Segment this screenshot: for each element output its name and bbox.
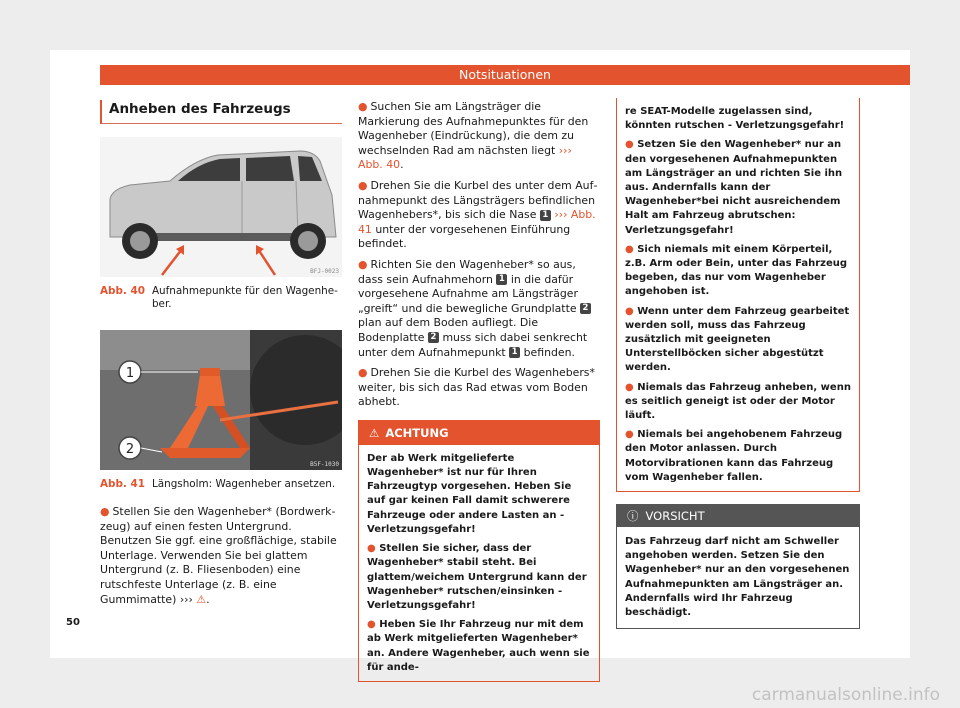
- warning-item: ● Sich niemals mit einem Körperteil, z.B. Arm oder Bein, unter das Fahrzeug begeben, das nur vom Wagenheber angehoben ist.: [625, 243, 848, 298]
- caution-box: [616, 504, 860, 629]
- marker-2: 2: [125, 442, 135, 457]
- warning-intro: re SEAT-Modelle zugelassen sind, könnten rutschen - Verletzungsgefahr!: [625, 106, 845, 132]
- caution-body: Das Fahrzeug darf nicht am Schweller angehoben werden. Setzen Sie den Wagenheber* nur an den vorgesehenen Aufnahmepunkten am Längsträger an. Andernfalls wird Ihr Fahrzeug beschädigt.: [625, 536, 850, 619]
- caution-title: VORSICHT: [645, 509, 705, 524]
- bullet-icon: ●: [100, 505, 110, 518]
- info-circle-icon: ⓘ: [627, 509, 639, 524]
- page-title: Anheben des Fahrzeugs: [100, 100, 342, 124]
- bullet-icon: ●: [625, 139, 638, 151]
- warning-item: ● Heben Sie Ihr Fahrzeug nur mit dem ab Werk mitgelieferten Wagenheber* an. Andere Wagenheber, auch wenn sie für ande-: [367, 619, 590, 673]
- instruction-bullet: ● Drehen Sie die Kurbel des Wagenhebers* weiter, bis sich das Rad etwas vom Boden abhebt.: [358, 366, 595, 409]
- watermark: carmanualsonline.info: [751, 685, 940, 705]
- warning-header: [359, 421, 599, 445]
- bullet-icon: ●: [358, 257, 368, 271]
- figure-caption-text: Längsholm: Wagenheber ansetzen.: [151, 478, 336, 490]
- warning-item: ● Setzen Sie den Wagenheber* nur an den vorgesehenen Aufnahmepunkten am Längsträger an und richten Sie ihn aus. Andernfalls kann der Wagenheber*bei nicht ausreichendem Halt am Fahrzeug abrutschen: Verletzungsgefahr!: [625, 139, 843, 236]
- warning-item: ● Niemals das Fahrzeug anheben, wenn es seitlich geneigt ist oder der Motor läuft.: [625, 381, 851, 422]
- warning-intro: Der ab Werk mitgelieferte Wagenheber* ist nur für Ihren Fahrzeugtyp vorgesehen. Heben Sie auf gar keinen Fall damit schwerere Fahrzeuge oder andere Lasten an - Verletzungsgefahr!: [367, 452, 572, 535]
- callout-number: 2: [428, 332, 439, 343]
- figure-41: [100, 330, 342, 491]
- figure-reference[interactable]: ››› Abb. 41: [358, 208, 596, 236]
- manual-page: [50, 50, 910, 673]
- bullet-icon: ●: [625, 429, 638, 441]
- warning-body: [359, 445, 599, 681]
- warning-item: ● Wenn unter dem Fahrzeug gearbeitet werden soll, muss das Fahrzeug zusätzlich mit geeigneten Unterstellböcken sicher abgestützt werden.: [625, 305, 850, 374]
- bullet-icon: ●: [625, 305, 638, 317]
- figure-label: Abb. 41: [100, 478, 145, 490]
- figure-40: [100, 137, 342, 311]
- warning-triangle-icon: ⚠: [196, 592, 207, 606]
- figure-caption: [100, 478, 342, 491]
- bullet-icon: ●: [358, 178, 368, 192]
- bullet-icon: ●: [358, 100, 368, 113]
- column-right: [616, 98, 860, 629]
- instruction-bullet: ● Drehen Sie die Kurbel des unter dem Aufnahmepunkt des Längsträgers befindlichen Wagenhebers*, bis sich die Nase 1 ››› Abb. 41 unter der vorgesehenen Einführung befindet.: [358, 178, 598, 251]
- marker-1: 1: [125, 366, 135, 381]
- bullet-icon: ●: [367, 619, 380, 631]
- warning-body: [617, 98, 859, 491]
- warning-box-continued: [616, 98, 860, 492]
- warning-triangle-icon: ⚠: [369, 425, 380, 440]
- car-side-illustration: [100, 137, 342, 277]
- bullet-icon: ●: [625, 243, 638, 255]
- warning-item: ● Niemals bei angehobenem Fahrzeug den Motor anlassen. Durch Motorvibrationen kann das Fahrzeug vom Wagenheber fallen.: [625, 429, 843, 483]
- warning-box: [358, 420, 600, 682]
- jack-illustration: [100, 330, 342, 470]
- callout-number: 1: [509, 347, 520, 358]
- figure-code: BFJ-0023: [310, 268, 339, 275]
- bullet-icon: ●: [358, 366, 368, 380]
- figure-code: B5F-1030: [310, 461, 339, 468]
- instruction-bullet: ● Richten Sie den Wagenheber* so aus, dass sein Aufnahmehorn 1 in die dafür vorgesehene Aufnahme am Längsträger „greift“ und die bewegliche Grundplatte 2 plan auf dem Boden aufliegt. Die Bodenplatte 2 muss sich dabei senkrecht unter dem Aufnahmepunkt 1 befinden.: [358, 258, 600, 360]
- figure-caption: [100, 285, 342, 311]
- section-header: Notsituationen: [100, 65, 910, 85]
- ref-arrow: ›››: [179, 592, 193, 606]
- callout-number: 1: [496, 274, 507, 285]
- warning-item: ● Stellen Sie sicher, dass der Wagenheber* stabil steht. Bei glattem/weichem Untergrund kann der Wagenheber* rutschen/einsinken - Verletzungsgefahr!: [367, 543, 587, 611]
- figure-caption-text: Aufnahmepunkte für den Wagenheber.: [151, 285, 338, 310]
- bullet-icon: ●: [367, 543, 380, 555]
- instruction-bullet: ● Stellen Sie den Wagenheber* (Bordwerkzeug) auf einen festen Untergrund. Benutzen Sie ggf. eine großflächige, stabile Unterlage. Verwenden Sie bei glattem Untergrund (z. B. Fliesenboden) eine rutschfeste Unterlage (z. B. eine Gummimatte) ››› ⚠.: [100, 505, 337, 606]
- column-middle: [358, 100, 600, 682]
- instruction-bullet: ● Suchen Sie am Längsträger die Markierung des Aufnahmepunktes für den Wagenheber (Eindrückung), die dem zu wechselnden Rad am nächsten liegt ››› Abb. 40.: [358, 100, 589, 172]
- figure-label: Abb. 40: [100, 285, 145, 297]
- warning-title: ACHTUNG: [385, 425, 449, 440]
- callout-number: 1: [540, 210, 551, 221]
- column-left: [100, 98, 342, 613]
- bullet-icon: ●: [625, 381, 638, 393]
- page-number: 50: [66, 617, 80, 628]
- callout-number: 2: [580, 303, 591, 314]
- caution-header: [617, 505, 859, 527]
- figure-reference[interactable]: ››› Abb. 40: [358, 143, 572, 172]
